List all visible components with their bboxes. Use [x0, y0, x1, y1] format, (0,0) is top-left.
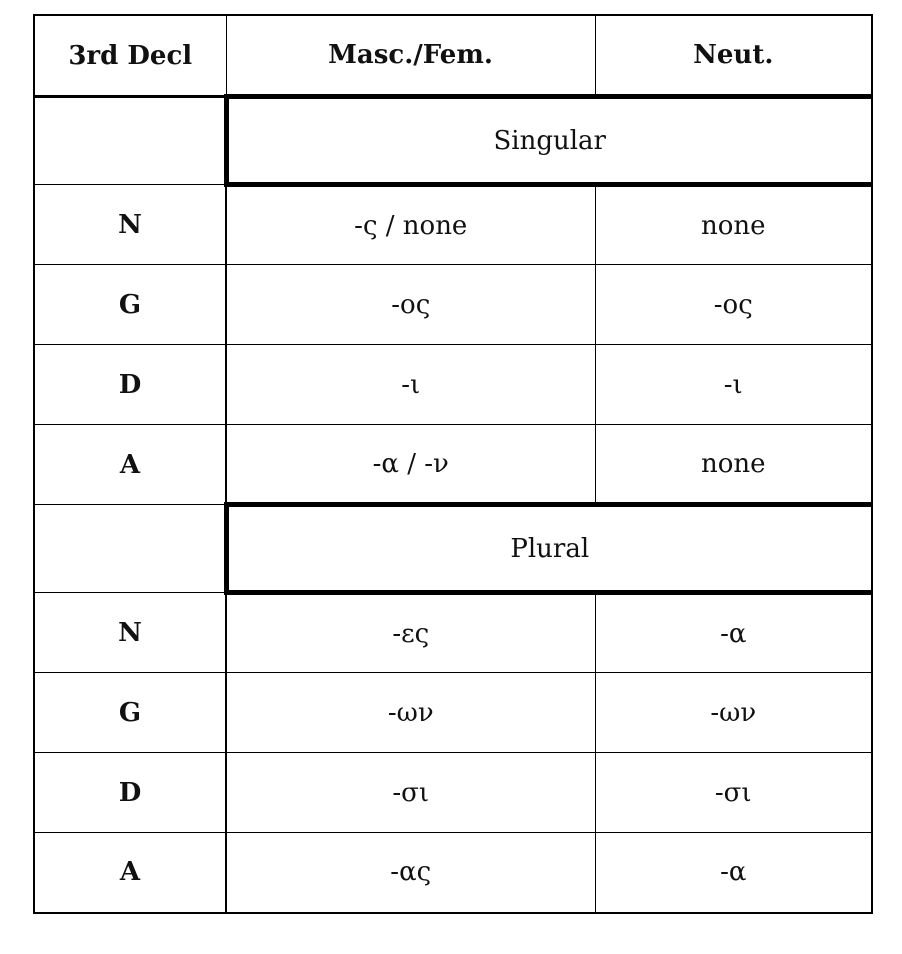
- ending-neut: -ων: [595, 673, 872, 753]
- case-label: G: [34, 673, 226, 753]
- empty-cell: [34, 505, 226, 593]
- table-row-singular-d: [34, 345, 872, 425]
- ending-neut: -α: [595, 593, 872, 673]
- case-label: N: [34, 185, 226, 265]
- header-row: [34, 15, 872, 97]
- singular-band-row: [34, 97, 872, 185]
- ending-neut: none: [595, 185, 872, 265]
- empty-cell: [34, 97, 226, 185]
- case-label: N: [34, 593, 226, 673]
- table-row-plural-g: [34, 673, 872, 753]
- header-masc-fem-column: Masc./Fem.: [226, 15, 595, 97]
- ending-neut: -σι: [595, 753, 872, 833]
- ending-masc-fem: -ς / none: [226, 185, 595, 265]
- table-row-plural-a: [34, 833, 872, 913]
- case-label: G: [34, 265, 226, 345]
- ending-masc-fem: -α / -ν: [226, 425, 595, 505]
- ending-masc-fem: -ας: [226, 833, 595, 913]
- ending-masc-fem: -σι: [226, 753, 595, 833]
- ending-neut: -ος: [595, 265, 872, 345]
- table-row-singular-n: [34, 185, 872, 265]
- case-label: A: [34, 425, 226, 505]
- ending-neut: none: [595, 425, 872, 505]
- singular-band-label: Singular: [226, 97, 872, 185]
- ending-masc-fem: -ες: [226, 593, 595, 673]
- header-case-column: 3rd Decl: [34, 15, 226, 97]
- case-label: A: [34, 833, 226, 913]
- table-row-singular-a: [34, 425, 872, 505]
- declension-table: [33, 14, 873, 914]
- ending-masc-fem: -ων: [226, 673, 595, 753]
- table-row-plural-d: [34, 753, 872, 833]
- ending-masc-fem: -ος: [226, 265, 595, 345]
- plural-band-label: Plural: [226, 505, 872, 593]
- table-row-singular-g: [34, 265, 872, 345]
- ending-neut: -α: [595, 833, 872, 913]
- header-neut-column: Neut.: [595, 15, 872, 97]
- case-label: D: [34, 753, 226, 833]
- table-row-plural-n: [34, 593, 872, 673]
- ending-neut: -ι: [595, 345, 872, 425]
- plural-band-row: [34, 505, 872, 593]
- case-label: D: [34, 345, 226, 425]
- ending-masc-fem: -ι: [226, 345, 595, 425]
